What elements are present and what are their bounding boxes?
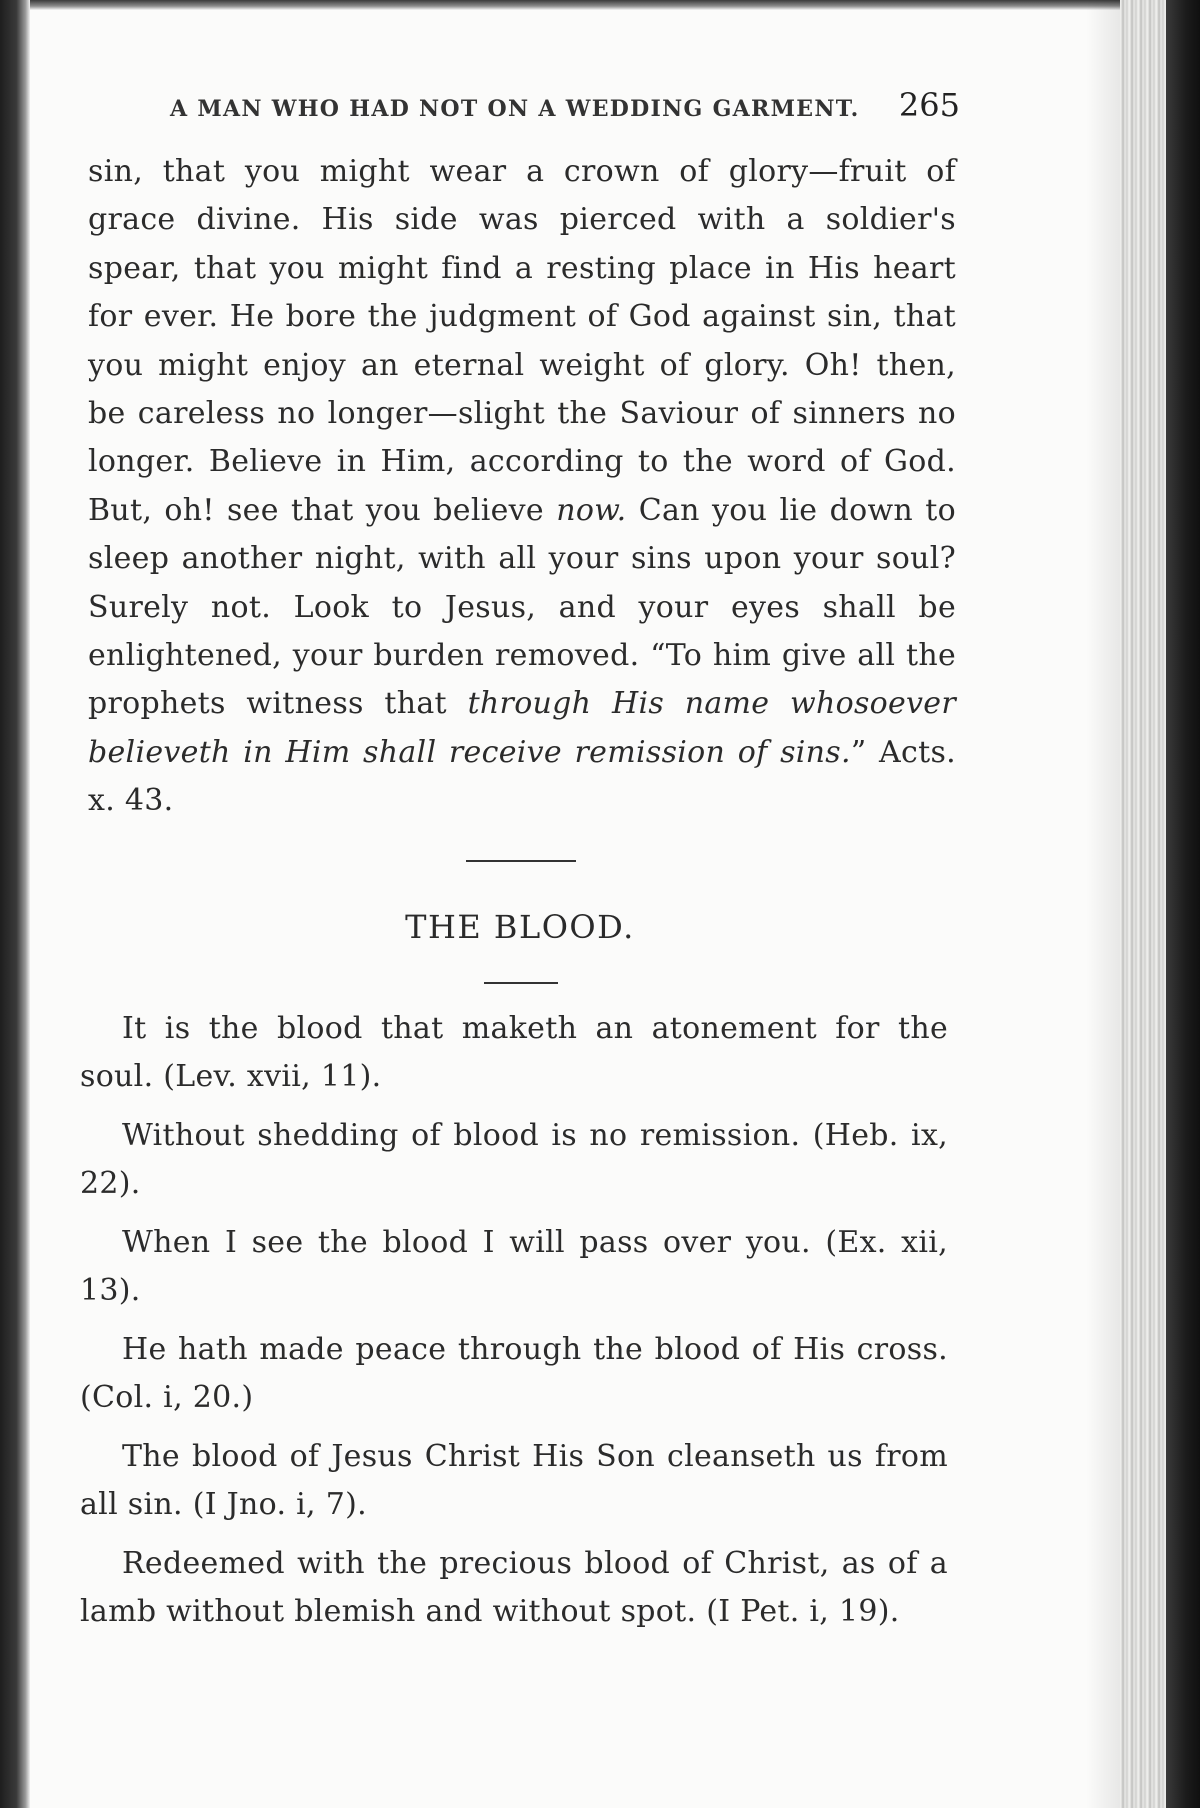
- verse-item: Without shedding of blood is no remission. (Heb. ix, 22).: [80, 1118, 948, 1201]
- verse-item: Redeemed with the precious blood of Christ, as of a lamb without blemish and without spot. (I Pet. i, 19).: [80, 1546, 948, 1629]
- page-edge-shade: [1086, 0, 1120, 1808]
- page-number: 265: [898, 86, 960, 124]
- verse-item: The blood of Jesus Christ His Son cleanseth us from all sin. (I Jno. i, 7).: [80, 1439, 948, 1522]
- verse-list: [80, 1005, 948, 1647]
- verse-item: He hath made peace through the blood of His cross. (Col. i, 20.): [80, 1332, 948, 1415]
- running-head: [170, 86, 960, 124]
- verse-item: When I see the blood I will pass over you. (Ex. xii, 13).: [80, 1225, 948, 1308]
- section-divider-top: [466, 860, 576, 862]
- paragraph-emphasis-now: now.: [556, 492, 627, 528]
- section-heading: THE BLOOD.: [405, 908, 635, 946]
- page-fore-edge: [1120, 0, 1200, 1808]
- verse-item: It is the blood that maketh an atonement for the soul. (Lev. xvii, 11).: [80, 1011, 948, 1094]
- paragraph-reference: ” Acts. x. 43.: [88, 734, 956, 819]
- section-divider-bottom: [484, 982, 558, 984]
- page-top-shadow: [0, 0, 1200, 10]
- paragraph-italic-quote: through His name whosoever believeth in Him shall receive remission of sins.: [88, 686, 956, 770]
- body-paragraph: [88, 148, 956, 826]
- running-title: A MAN WHO HAD NOT ON A WEDDING GARMENT.: [170, 96, 860, 122]
- paragraph-text: sin, that you might wear a crown of glory—fruit of grace divine. His side was pierced with a soldier's spear, that you might find a resting place in His heart for ever. He bore the judgment of God against sin, that you might enjoy an eternal weight of glory. Oh! then, be careless no longer—slight the Saviour of sinners no longer. Believe in Him, according to the word of God. But, oh! see that you believe: [88, 154, 956, 528]
- binding-shadow: [0, 0, 30, 1808]
- paragraph-text-continued: Can you lie down to sleep another night, with all your sins upon your soul? Surely not. Look to Jesus, and your eyes shall be enlightened, your burden removed. “To him give all the prophets witness that: [88, 492, 956, 722]
